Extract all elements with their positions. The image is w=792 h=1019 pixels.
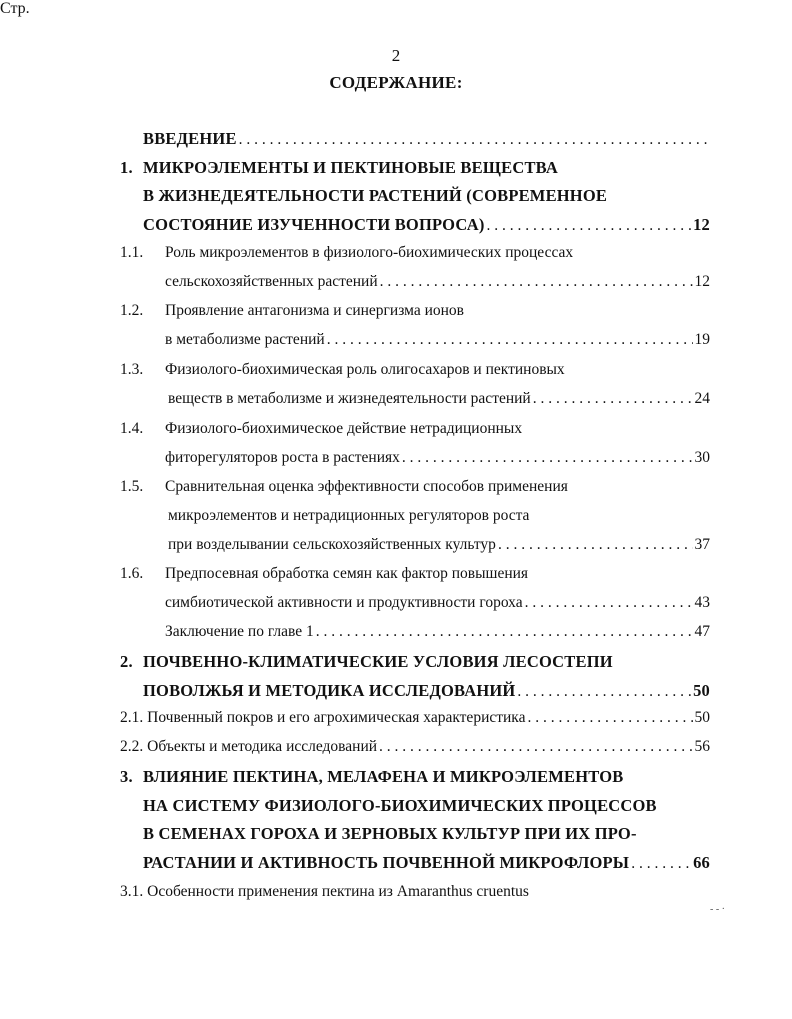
toc-item-title: сельскохозяйственных растений (165, 273, 378, 290)
toc-item-title: Сравнительная оценка эффективности способов применения (165, 478, 568, 495)
toc-line (0, 273, 792, 297)
toc-item-title: Заключение по главе 1 (165, 623, 314, 640)
toc-item-number: 3. (120, 767, 133, 786)
page-number: 2 (391, 46, 401, 65)
toc-line (0, 507, 792, 531)
toc-line (0, 449, 792, 473)
dot-leader (316, 623, 693, 641)
toc-item-title: ПОВОЛЖЬЯ И МЕТОДИКА ИССЛЕДОВАНИЙ (143, 681, 516, 700)
toc-item-title: фиторегуляторов роста в растениях (165, 449, 400, 466)
toc-page-number: 43 (694, 594, 710, 611)
toc-item-title: Проявление антагонизма и синергизма ионов (165, 302, 464, 319)
toc-line (0, 594, 792, 618)
toc-page-number: 66 (693, 853, 710, 872)
toc-item-title: НА СИСТЕМУ ФИЗИОЛОГО-БИОХИМИЧЕСКИХ ПРОЦЕССОВ (143, 796, 657, 815)
toc-line (0, 652, 792, 676)
toc-item-title: 2.2. Объекты и методика исследований (120, 738, 378, 755)
toc-page-number: 50 (694, 709, 710, 726)
toc-line (0, 215, 792, 239)
dot-leader (487, 217, 692, 235)
toc-line (0, 738, 792, 762)
dot-leader (380, 273, 693, 291)
toc-item-title: В СЕМЕНАХ ГОРОХА И ЗЕРНОВЫХ КУЛЬТУР ПРИ ИХ ПРО- (143, 824, 637, 843)
toc-item-title: РАСТАНИИ И АКТИВНОСТЬ ПОЧВЕННОЙ МИКРОФЛОРЫ (143, 853, 630, 872)
toc-page-number: 50 (693, 681, 710, 700)
toc-line (0, 681, 792, 705)
toc-line (0, 390, 792, 414)
toc-item-number: 1.6. (120, 565, 144, 582)
toc-item-title: в метаболизме растений (165, 331, 325, 348)
toc-page-number: 30 (694, 449, 710, 466)
dot-leader (379, 738, 692, 756)
page-column-header: Стр. (0, 0, 30, 17)
toc-line (0, 302, 792, 326)
toc-item-number: 1.4. (120, 420, 144, 437)
dot-leader (239, 131, 708, 149)
toc-item-title: при возделывании сельскохозяйственных культур (168, 536, 496, 553)
toc-line (0, 824, 792, 848)
dot-leader (525, 594, 693, 612)
dot-leader (327, 331, 693, 349)
toc-item-title: веществ в метаболизме и жизнедеятельности растений (168, 390, 531, 407)
dot-leader (533, 390, 693, 408)
toc-line (0, 767, 792, 791)
dot-leader (498, 536, 693, 554)
toc-item-title: ПОЧВЕННО-КЛИМАТИЧЕСКИЕ УСЛОВИЯ ЛЕСОСТЕПИ (143, 652, 613, 671)
toc-line (0, 478, 792, 502)
toc-title: СОДЕРЖАНИЕ: (329, 73, 463, 92)
scan-speck: ‐ ‐ · (710, 904, 725, 915)
toc-item-title: 3.1. Особенности применения пектина из Amaranthus cruentus (120, 883, 529, 900)
toc-item-title: Роль микроэлементов в физиолого-биохимических процессах (165, 244, 574, 261)
toc-page-number: 12 (693, 215, 710, 234)
toc-line (0, 158, 792, 182)
toc-line (0, 709, 792, 733)
toc-item-number: 1.5. (120, 478, 144, 495)
dot-leader (402, 449, 693, 467)
toc-item-title: ВЛИЯНИЕ ПЕКТИНА, МЕЛАФЕНА И МИКРОЭЛЕМЕНТОВ (143, 767, 624, 786)
toc-item-title: 2.1. Почвенный покров и его агрохимическая характеристика (120, 709, 526, 726)
toc-item-number: 2. (120, 652, 133, 671)
toc-line (0, 420, 792, 444)
toc-item-title: симбиотической активности и продуктивности гороха (165, 594, 523, 611)
toc-item-title: МИКРОЭЛЕМЕНТЫ И ПЕКТИНОВЫЕ ВЕЩЕСТВА (143, 158, 558, 177)
toc-item-number: 1.3. (120, 361, 144, 378)
toc-page-number: 47 (694, 623, 710, 640)
toc-item-title: Физиолого-биохимическая роль олигосахаров и пектиновых (165, 361, 565, 378)
dot-leader (527, 709, 692, 727)
dot-leader (631, 855, 691, 873)
toc-page-number: 24 (694, 390, 710, 407)
toc-line (0, 883, 792, 907)
toc-line (0, 361, 792, 385)
toc-item-title: СОСТОЯНИЕ ИЗУЧЕННОСТИ ВОПРОСА) (143, 215, 485, 234)
toc-line (0, 796, 792, 820)
toc-line (0, 565, 792, 589)
toc-line (0, 186, 792, 210)
toc-item-title: микроэлементов и нетрадиционных регуляторов роста (168, 507, 530, 524)
toc-item-title: В ЖИЗНЕДЕЯТЕЛЬНОСТИ РАСТЕНИЙ (СОВРЕМЕННОЕ (143, 186, 608, 205)
toc-item-number: 1.2. (120, 302, 144, 319)
toc-item-title: Предпосевная обработка семян как фактор повышения (165, 565, 529, 582)
toc-page-number: 12 (694, 273, 710, 290)
toc-item-title: ВВЕДЕНИЕ (143, 129, 237, 148)
toc-line (0, 536, 792, 560)
toc-item-number: 1. (120, 158, 133, 177)
toc-line (0, 331, 792, 355)
toc-line (0, 244, 792, 268)
toc-line (0, 853, 792, 877)
toc-item-title: Физиолого-биохимическое действие нетрадиционных (165, 420, 523, 437)
toc-page-number: 56 (694, 738, 710, 755)
toc-item-number: 1.1. (120, 244, 144, 261)
toc-line (0, 129, 792, 153)
toc-page-number: 19 (694, 331, 710, 348)
dot-leader (517, 683, 691, 701)
toc-line (0, 623, 792, 647)
toc-page-number: 37 (694, 536, 710, 553)
